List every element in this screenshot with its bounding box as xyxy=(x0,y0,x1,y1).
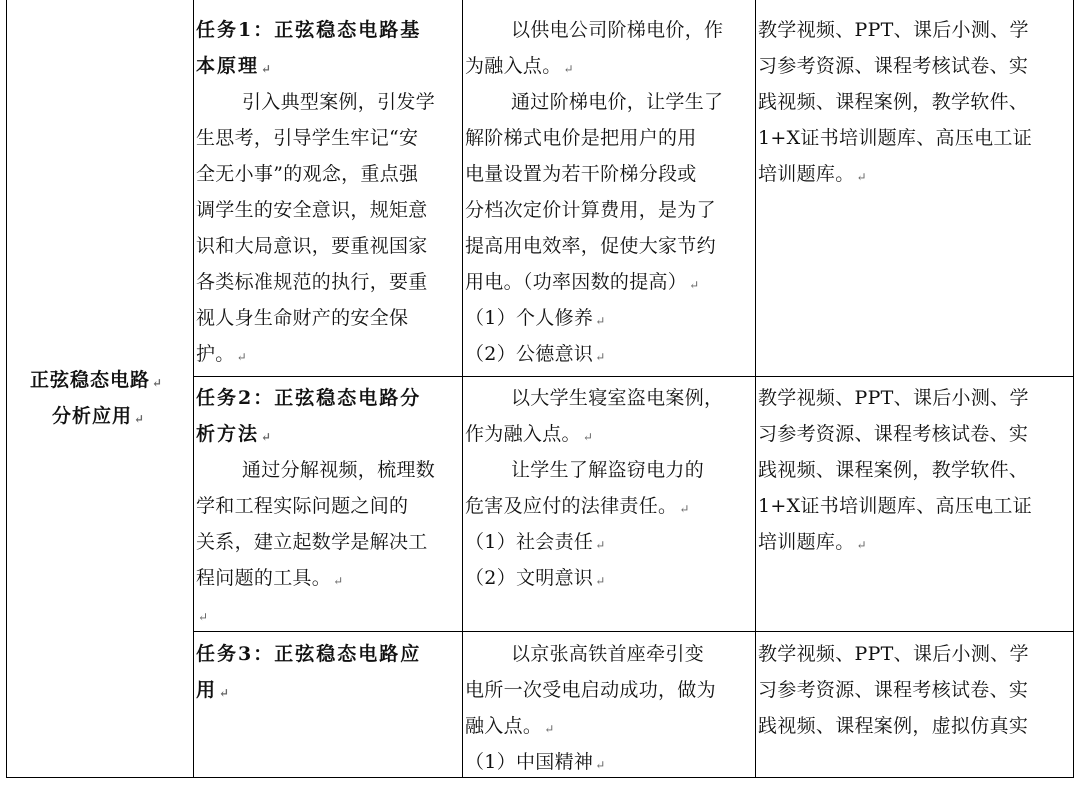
task-text: 关系，建立起数学是解决工 xyxy=(196,531,428,553)
ideology-text: 分档次定价计算费用，是为了 xyxy=(465,199,716,221)
ideology-text: 以大学生寝室盗电案例， xyxy=(511,387,724,409)
ideology-text: 融入点。 ↵ xyxy=(465,715,555,737)
section-title-line: 分析应用 ↵ xyxy=(52,405,146,427)
ideology-text: 电量设置为若干阶梯分段或 xyxy=(465,163,697,185)
ideology-text: 提高用电效率，促使大家节约 xyxy=(465,235,716,257)
task-title: 本原理 ↵ xyxy=(196,55,274,77)
task-cell xyxy=(194,377,462,631)
resources-text: 教学视频、PPT、课后小测、学 xyxy=(758,387,1029,409)
task-text: 通过分解视频，梳理数 xyxy=(242,459,436,481)
ideology-text: （2）文明意识 ↵ xyxy=(465,567,606,589)
task-title: 任务1：正弦稳态电路基 xyxy=(196,19,422,41)
ideology-text: 危害及应付的法律责任。 ↵ xyxy=(465,495,690,517)
resources-cell xyxy=(756,632,1073,777)
resources-text: 1+X证书培训题库、高压电工证 xyxy=(758,127,1033,149)
task-title: 析方法 ↵ xyxy=(196,423,274,445)
resources-text: 1+X证书培训题库、高压电工证 xyxy=(758,495,1033,517)
resources-cell xyxy=(756,0,1073,376)
ideology-cell xyxy=(463,632,755,777)
task-text: 程问题的工具。 ↵ xyxy=(196,567,344,589)
resources-text: 教学视频、PPT、课后小测、学 xyxy=(758,19,1029,41)
ideology-text: 解阶梯式电价是把用户的用 xyxy=(465,127,697,149)
ideology-text: 用电。（功率因数的提高） ↵ xyxy=(465,271,700,293)
ideology-text: 以京张高铁首座牵引变 xyxy=(511,643,705,665)
resources-text: 习参考资源、课程考核试卷、实 xyxy=(758,679,1029,701)
task-text: 全无小事”的观念，重点强 xyxy=(196,163,419,185)
ideology-text: 为融入点。 ↵ xyxy=(465,55,574,77)
task-text: 识和大局意识，要重视国家 xyxy=(196,235,428,257)
ideology-text: 以供电公司阶梯电价，作 xyxy=(511,19,724,41)
task-text: 护。 ↵ xyxy=(196,343,247,365)
resources-text: 培训题库。 ↵ xyxy=(758,163,867,185)
task-cell xyxy=(194,0,462,376)
resources-text: 教学视频、PPT、课后小测、学 xyxy=(758,643,1029,665)
section-title-cell xyxy=(6,0,193,778)
ideology-text: （2）公德意识 ↵ xyxy=(465,343,606,365)
task-text: 生思考，引导学生牢记“安 xyxy=(196,127,419,149)
ideology-cell xyxy=(463,0,755,376)
course-table xyxy=(6,0,1074,778)
ideology-text: （1）个人修养 ↵ xyxy=(465,307,606,329)
ideology-text: 作为融入点。 ↵ xyxy=(465,423,594,445)
task-title: 用 ↵ xyxy=(196,679,232,701)
resources-text: 习参考资源、课程考核试卷、实 xyxy=(758,55,1029,77)
table-border-right xyxy=(1073,0,1074,778)
ideology-text: （1）社会责任 ↵ xyxy=(465,531,606,553)
task-text: 视人身生命财产的安全保 xyxy=(196,307,409,329)
ideology-cell xyxy=(463,377,755,631)
ideology-text: （1）中国精神 ↵ xyxy=(465,751,606,773)
task-text: 各类标准规范的执行，要重 xyxy=(196,271,428,293)
resources-text: 践视频、课程案例，教学软件、 xyxy=(758,91,1029,113)
resources-text: 习参考资源、课程考核试卷、实 xyxy=(758,423,1029,445)
task-cell xyxy=(194,632,462,777)
ideology-text: 电所一次受电启动成功，做为 xyxy=(465,679,716,701)
resources-text: 培训题库。 ↵ xyxy=(758,531,867,553)
resources-text: 践视频、课程案例，虚拟仿真实 xyxy=(758,715,1029,737)
task-text: 学和工程实际问题之间的 xyxy=(196,495,409,517)
section-title-line: 正弦稳态电路 ↵ xyxy=(30,369,164,391)
resources-cell xyxy=(756,377,1073,631)
ideology-text: 通过阶梯电价，让学生了 xyxy=(511,91,724,113)
task-title: 任务3：正弦稳态电路应 xyxy=(196,643,422,665)
task-title: 任务2：正弦稳态电路分 xyxy=(196,387,422,409)
paragraph-mark: ↵ xyxy=(198,610,209,624)
task-text: 调学生的安全意识，规矩意 xyxy=(196,199,428,221)
ideology-text: 让学生了解盗窃电力的 xyxy=(511,459,705,481)
resources-text: 践视频、课程案例，教学软件、 xyxy=(758,459,1029,481)
task-text: 引入典型案例，引发学 xyxy=(242,91,436,113)
